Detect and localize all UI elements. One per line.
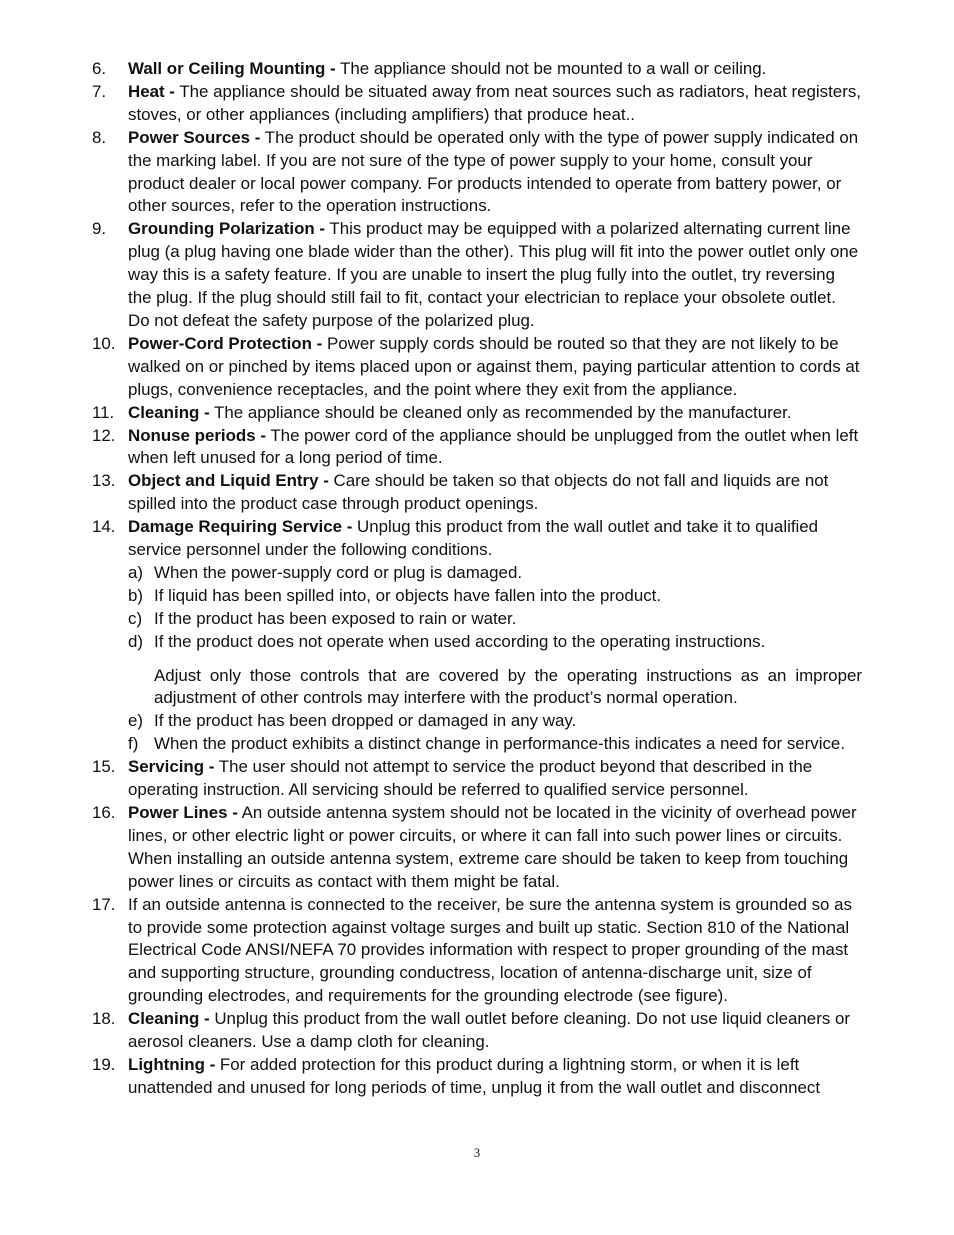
item-number: 18.	[92, 1009, 116, 1029]
sub-item-text: If the product has been dropped or damaged in any way.	[154, 711, 577, 731]
list-item	[92, 218, 862, 333]
item-title: Nonuse periods -	[128, 425, 266, 445]
item-text: The appliance should not be mounted to a wall or ceiling.	[335, 59, 767, 78]
list-item	[92, 58, 862, 81]
item-number: 6.	[92, 59, 107, 78]
list-item	[92, 1008, 862, 1054]
list-item	[92, 516, 862, 562]
item-text: Care should be taken so that objects do not fall and liquids are not spilled into the product case through product openings.	[128, 471, 829, 514]
list-item	[92, 1054, 862, 1100]
item-text: The product should be operated only with the type of power supply indicated on the marking label. If you are not sure of the type of power supply to your home, consult your product dealer or local power company. For products intended to operate from battery power, or other sources, refer to the operation instructions.	[128, 127, 859, 216]
sub-list-item	[92, 733, 862, 756]
list-item	[92, 127, 862, 219]
list-item	[92, 81, 862, 127]
sub-item-text: If the product does not operate when used according to the operating instructions.	[154, 631, 766, 651]
item-title: Grounding Polarization -	[128, 219, 326, 239]
item-text: This product may be equipped with a polarized alternating current line plug (a plug having one blade wider than the other). This plug will fit into the power outlet only one way this is a safety feature. If you are unable to insert the plug fully into the outlet, try reversing the plug. If the plug should still fail to fit, contact your electrician to replace your obsolete outlet. Do not defeat the safety purpose of the polarized plug.	[128, 219, 859, 330]
item-text: Unplug this product from the wall outlet before cleaning. Do not use liquid cleaners or aerosol cleaners. Use a damp cloth for cleaning.	[128, 1009, 850, 1052]
item-text: For added protection for this product during a lightning storm, or when it is left unattended and unused for long periods of time, unplug it from the wall outlet and disconnect	[128, 1054, 821, 1097]
sub-list-item	[92, 585, 862, 608]
item-title: Cleaning -	[128, 402, 210, 422]
page-number: 3	[473, 1146, 481, 1160]
item-number: 16.	[92, 803, 116, 822]
item-number: 15.	[92, 757, 116, 777]
list-item	[92, 425, 862, 471]
item-title: Servicing -	[128, 757, 215, 777]
item-text: The appliance should be situated away from neat sources such as radiators, heat registers, stoves, or other appliances (including amplifiers) that produce heat..	[128, 81, 861, 124]
item-number: 12.	[92, 425, 116, 445]
safety-instructions-list	[92, 58, 862, 1100]
list-item	[92, 402, 862, 425]
sub-item-label: c)	[128, 608, 143, 628]
sub-list-item	[92, 631, 862, 654]
list-item	[92, 333, 862, 402]
item-text: Power supply cords should be routed so that they are not likely to be walked on or pinched by items placed upon or against them, paying particular attention to cords at plugs, convenience receptacles, and the point where they exit from the appliance.	[128, 333, 860, 399]
adjustment-note: Adjust only those controls that are covered by the operating instructions as an improper adjustment of other controls may interfere with the product’s normal operation.	[154, 665, 862, 708]
sub-item-label: a)	[128, 562, 144, 582]
item-text: The power cord of the appliance should be unplugged from the outlet when left when left unused for a long period of time.	[128, 425, 859, 468]
sub-item-label: d)	[128, 631, 144, 651]
item-text: If an outside antenna is connected to the receiver, be sure the antenna system is grounded so as to provide some protection against voltage surges and built up static. Section 810 of the National Electrical Code ANSI/NEFA 70 provides information with respect to proper grounding of the mast and supporting structure, grounding conductress, location of antenna-discharge unit, size of grounding electrodes, and requirements for the grounding electrode (see figure).	[128, 894, 852, 1006]
item-number: 9.	[92, 219, 107, 239]
item-number: 17.	[92, 894, 116, 914]
item-title: Damage Requiring Service -	[128, 517, 353, 537]
sub-item-text: If the product has been exposed to rain or water.	[154, 608, 517, 628]
item-number: 13.	[92, 471, 116, 491]
item-number: 10.	[92, 333, 116, 353]
sub-item-label: e)	[128, 711, 144, 731]
sub-item-text: When the power-supply cord or plug is damaged.	[154, 562, 523, 582]
item-number: 7.	[92, 81, 107, 101]
list-item	[92, 894, 862, 1009]
item-text: The user should not attempt to service the product beyond that described in the operating instruction. All servicing should be referred to qualified service personnel.	[128, 757, 813, 800]
item-title: Power Sources -	[128, 127, 261, 147]
item-text: Unplug this product from the wall outlet and take it to qualified service personnel under the following conditions.	[128, 517, 819, 560]
sub-item-text: If liquid has been spilled into, or objects have fallen into the product.	[154, 585, 662, 605]
item-title: Object and Liquid Entry -	[128, 471, 329, 491]
list-item	[92, 802, 862, 894]
item-number: 11.	[92, 402, 115, 422]
item-title: Heat -	[128, 81, 175, 101]
item-title: Cleaning -	[128, 1009, 210, 1029]
item-title: Lightning -	[128, 1054, 216, 1074]
item-text: The appliance should be cleaned only as recommended by the manufacturer.	[209, 402, 792, 422]
list-item	[92, 756, 862, 802]
item-number: 19.	[92, 1054, 116, 1074]
item-number: 8.	[92, 127, 107, 147]
item-title: Wall or Ceiling Mounting -	[128, 59, 336, 78]
sub-item-text: When the product exhibits a distinct change in performance-this indicates a need for service.	[154, 734, 846, 754]
sub-item-label: f)	[128, 734, 139, 754]
sub-list-item	[92, 608, 862, 631]
item-title: Power Lines -	[128, 803, 238, 822]
list-item	[92, 470, 862, 516]
sub-list-item	[92, 710, 862, 733]
item-title: Power-Cord Protection -	[128, 333, 323, 353]
item-text: An outside antenna system should not be located in the vicinity of overhead power lines, or other electric light or power circuits, or where it can fall into such power lines or circuits. When installing an outside antenna system, extreme care should be taken to keep from touching power lines or circuits as contact with them might be fatal.	[128, 803, 857, 891]
item-number: 14.	[92, 517, 116, 537]
sub-item-label: b)	[128, 585, 144, 605]
sub-list-item	[92, 562, 862, 585]
